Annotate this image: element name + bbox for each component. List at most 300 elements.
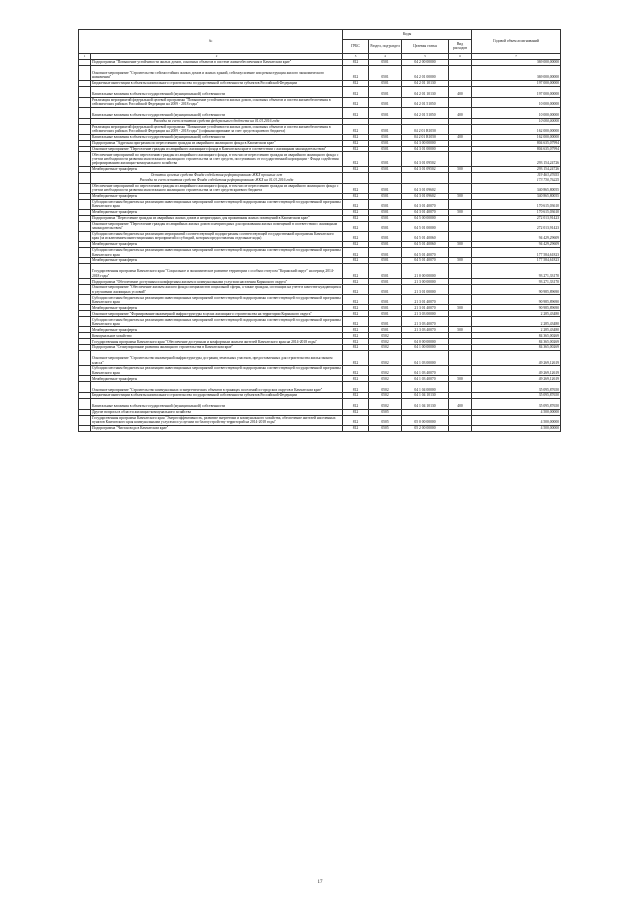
item-name-text: Межбюджетные трансферты: [92, 242, 138, 247]
column-number: 5: [402, 54, 449, 60]
section-cell: 0501: [369, 199, 402, 209]
grbs-cell: 812: [343, 339, 369, 345]
expense-type-cell: [449, 317, 472, 327]
amount-cell: 197 000,00000: [472, 86, 561, 97]
table-row: [79, 247, 561, 257]
section-cell: 0502: [369, 366, 402, 376]
table-row: [79, 351, 561, 366]
amount-cell: 49 269,12619: [472, 376, 561, 382]
expense-type-cell: [449, 199, 472, 209]
item-name-text: Субсидии местным бюджетам на реализацию инвестиционных мероприятий соответствующей подпрограммы соответствующей государственной программы Камчатского края: [92, 366, 341, 375]
expense-type-cell: 500: [449, 242, 472, 248]
row-number-cell: [79, 295, 91, 305]
target-cell: 04 5 01 40070: [402, 247, 449, 257]
note-text: Остатки целевых средств Фонда содействия реформированию ЖКХ прошлых лет: [91, 172, 343, 177]
amount-cell: 94 429,29609: [472, 242, 561, 248]
section-cell: 0501: [369, 317, 402, 327]
expense-type-cell: 400: [449, 86, 472, 97]
expense-type-cell: [449, 221, 472, 231]
item-name-text: Основное мероприятие "Переселение граждан из аварийных жилых домов и непригодных для проживания жилых помещений в соответствии с жилищным законодательством": [92, 221, 338, 231]
grbs-cell: 812: [343, 409, 369, 415]
item-name-text: Другие вопросы в области жилищно-коммунального хозяйства: [92, 410, 191, 415]
row-number-cell: [79, 366, 91, 376]
expense-type-cell: [449, 183, 472, 193]
amount-cell: 293 154,24726: [472, 152, 561, 166]
target-cell: 21 3 01 40070: [402, 295, 449, 305]
amount-cell: 94 429,29609: [472, 231, 561, 241]
item-name: [91, 399, 343, 410]
row-number-cell: [79, 97, 91, 107]
row-number-cell: [79, 107, 91, 118]
budget-document: [78, 29, 560, 432]
amount-cell: 170 615,03610: [472, 199, 561, 209]
expense-type-cell: 500: [449, 166, 472, 172]
grbs-cell: 812: [343, 327, 369, 333]
expense-type-cell: [449, 152, 472, 166]
expense-type-cell: 500: [449, 258, 472, 264]
amount-cell: 49 269,12619: [472, 351, 561, 366]
grbs-cell: 812: [343, 80, 369, 86]
section-cell: 0501: [369, 242, 402, 248]
item-name: [91, 311, 343, 317]
item-name: [91, 247, 343, 257]
item-name: [91, 295, 343, 305]
grbs-cell: 812: [343, 215, 369, 221]
row-number-cell: [79, 199, 91, 209]
grbs-cell: 812: [343, 258, 369, 264]
section-cell: 0501: [369, 107, 402, 118]
expense-type-cell: [449, 231, 472, 241]
amount-cell: 90 985,89690: [472, 295, 561, 305]
grbs-cell: 812: [343, 231, 369, 241]
target-cell: 04 2 01 10130: [402, 80, 449, 86]
grbs-cell: 812: [343, 124, 369, 134]
item-name: [91, 107, 343, 118]
item-name-text: Капитальные вложения в объекты государственной (муниципальной) собственности: [92, 113, 226, 118]
item-name-text: Реализация мероприятий федеральной целевой программы "Повышение устойчивости жилых домов, основных объектов и систем жизнеобеспечения в сейсмических районах Российской Федерации на 2009 - 2018 годы" (софинансирование за счет средств краевого бюджета): [92, 124, 331, 134]
expense-type-cell: [449, 295, 472, 305]
expense-type-cell: [449, 415, 472, 425]
section-cell: 0501: [369, 279, 402, 285]
item-name: [91, 285, 343, 295]
grbs-cell: 812: [343, 242, 369, 248]
amount-cell: 84 365,00269: [472, 339, 561, 345]
item-name: [91, 264, 343, 279]
grbs-cell: 812: [343, 146, 369, 152]
table-row: [79, 317, 561, 327]
item-name-text: Реализация мероприятий федеральной целевой программы "Повышение устойчивости жилых домов, основных объектов и систем жизнеобеспечения в сейсмических районах Российской Федерации на 2009 - 2018 годы": [92, 97, 331, 107]
grbs-cell: 812: [343, 134, 369, 140]
expense-type-cell: [449, 65, 472, 80]
grbs-cell: 812: [343, 351, 369, 366]
target-cell: 04 1 04 10130: [402, 393, 449, 399]
section-cell: 0501: [369, 231, 402, 241]
section-cell: 0501: [369, 97, 402, 107]
column-number: 4: [369, 54, 402, 60]
target-cell: 04 5 01 40060: [402, 242, 449, 248]
expense-type-cell: [449, 426, 472, 432]
row-number-cell: [79, 351, 91, 366]
section-cell: 0501: [369, 152, 402, 166]
item-name-text: Государственная программа Камчатского края "Социальное и экономическое развитие территории с особым статусом "Корякский округ" на период 2014-2018 годы": [92, 269, 334, 278]
row-number-cell: [79, 86, 91, 97]
grbs-cell: 812: [343, 345, 369, 351]
item-name: [91, 339, 343, 345]
grbs-cell: 812: [343, 399, 369, 410]
table-row: [79, 199, 561, 209]
table-row: [79, 264, 561, 279]
grbs-cell: 812: [343, 199, 369, 209]
amount-cell: 162 000,00000: [472, 124, 561, 134]
item-name: [91, 65, 343, 80]
table-row: [79, 97, 561, 107]
amount-cell: 4 500,00000: [472, 426, 561, 432]
item-name-text: Бюджетные инвестиции в объекты капитального строительства государственной собственности субъектов Российской Федерации: [92, 81, 297, 86]
amount-cell: 2 285,43480: [472, 311, 561, 317]
target-cell: 04 2 01 R1050: [402, 124, 449, 134]
table-body: [79, 59, 561, 431]
expense-type-cell: 500: [449, 305, 472, 311]
amount-cell: 49 269,12619: [472, 366, 561, 376]
item-name-text: Субсидии местным бюджетам на реализацию мероприятий соответствующей подпрограммы соответствующей государственной программы Камчатского края (за исключением инвестиционных мероприятий и субсидий, которым предоставлены отдельные коды): [92, 232, 334, 241]
item-name-text: Бюджетные инвестиции в объекты капитального строительства государственной собственности субъектов Российской Федерации: [92, 393, 297, 398]
amount-cell: 804 635,07994: [472, 146, 561, 152]
target-cell: 04 3 01 09502: [402, 166, 449, 172]
section-cell: 0505: [369, 409, 402, 415]
section-cell: 0502: [369, 345, 402, 351]
item-name-text: Капитальные вложения в объекты государственной (муниципальной) собственности: [92, 404, 226, 409]
codes-header: Коды: [343, 30, 472, 40]
table-row: [79, 382, 561, 393]
amount-cell: 340 865,80055: [472, 183, 561, 193]
grbs-cell: 812: [343, 317, 369, 327]
target-cell: 04 2 01 00000: [402, 65, 449, 80]
table-row: [79, 221, 561, 231]
expense-type-cell: [449, 264, 472, 279]
amount-cell: 293 154,24726: [472, 166, 561, 172]
section-cell: 0501: [369, 146, 402, 152]
target-cell: 04 2 01 10130: [402, 86, 449, 97]
item-name-text: Основное мероприятие "Строительство сейсмостойких жилых домов и жилых зданий, сейсмоусиление или реконструкция жилого экономического назначения": [92, 70, 325, 80]
column-number: 7: [472, 54, 561, 60]
column-number: 1: [79, 54, 91, 60]
grbs-cell: 812: [343, 193, 369, 199]
number-header: №: [79, 30, 343, 54]
section-cell: 0501: [369, 221, 402, 231]
section-cell: 0501: [369, 134, 402, 140]
item-name: [91, 426, 343, 432]
grbs-cell: 812: [343, 65, 369, 80]
target-cell: 04 2 01 51050: [402, 97, 449, 107]
item-name: [91, 86, 343, 97]
item-name-text: Основное мероприятие "Обеспечение жильем жилого фонда специалистов социальной сферы, а также граждан, состоящих на учете в качестве нуждающихся в улучшении жилищных условий": [92, 285, 341, 294]
section-cell: 0502: [369, 393, 402, 399]
amount-cell: 4 500,00000: [472, 409, 561, 415]
grbs-cell: 812: [343, 166, 369, 172]
row-number-cell: [79, 382, 91, 393]
target-cell: 04 5 01 40070: [402, 258, 449, 264]
section-cell: 0502: [369, 333, 402, 339]
amount-cell: 272 013,91423: [472, 215, 561, 221]
amount-cell: 35 095,87650: [472, 393, 561, 399]
amount-cell: 804 635,07994: [472, 140, 561, 146]
section-cell: 0501: [369, 295, 402, 305]
item-name-text: Подпрограмма "Адресная программа по переселению граждан из аварийного жилищного фонда в Камчатском крае": [92, 140, 276, 145]
grbs-cell: 812: [343, 86, 369, 97]
table-row: [79, 415, 561, 425]
expense-type-cell: [449, 351, 472, 366]
item-name-text: Подпрограмма "Переселение граждан из аварийных жилых домов и непригодных для проживания жилых помещений в Камчатском крае": [92, 216, 310, 221]
item-name: [91, 415, 343, 425]
amount-cell: 90 985,89690: [472, 305, 561, 311]
item-name-text: Межбюджетные трансферты: [92, 305, 138, 310]
target-cell: 04 2 00 00000: [402, 59, 449, 65]
expense-type-cell: 400: [449, 107, 472, 118]
expense-type-cell: 500: [449, 327, 472, 333]
row-number-cell: [79, 426, 91, 432]
expense-type-cell: [449, 247, 472, 257]
section-cell: 0501: [369, 86, 402, 97]
target-cell: 21 0 00 00000: [402, 264, 449, 279]
item-name-text: Субсидии местным бюджетам на реализацию инвестиционных мероприятий соответствующей подпрограммы соответствующей государственной программы Камчатского края: [92, 317, 341, 326]
grbs-cell: 812: [343, 97, 369, 107]
expense-type-cell: 500: [449, 376, 472, 382]
item-name-text: Основное мероприятие "Переселение граждан из аварийного жилищного фонда в Камчатском крае в соответствии с жилищным законодательством": [92, 146, 327, 151]
item-name: [91, 221, 343, 231]
target-cell: 21 3 03 00000: [402, 311, 449, 317]
section-cell: 0501: [369, 264, 402, 279]
item-name-text: Государственная программа Камчатского края "Обеспечение доступным и комфортным жильем жителей Камчатского края на 2014-2018 годы": [92, 339, 318, 344]
amount-cell: 2 285,43480: [472, 317, 561, 327]
note-text: Расходы за счет остатков средств федерального бюджета на 01.01.2016 года: [91, 118, 343, 124]
expense-type-cell: [449, 366, 472, 376]
grbs-header: ГРБС: [343, 39, 369, 54]
grbs-cell: 812: [343, 59, 369, 65]
section-cell: 0502: [369, 339, 402, 345]
section-cell: 0501: [369, 80, 402, 86]
item-name: [91, 231, 343, 241]
expense-type-cell: [449, 97, 472, 107]
target-cell: 04 3 01 09602: [402, 193, 449, 199]
grbs-cell: 812: [343, 183, 369, 193]
item-name-text: Обеспечение мероприятий по переселению граждан из аварийного жилищного фонда, в том числе переселению граждан из аварийного жилищного фонда с учетом необходимости развития малоэтажного жилищного строительства за счет средств, поступивших от государственной корпорации - Фонда содействия реформированию жилищно-коммунального хозяйства: [92, 152, 339, 166]
table-header-row: [79, 30, 561, 40]
amount-cell: 272 013,91423: [472, 221, 561, 231]
item-name-text: Коммунальное хозяйство: [92, 333, 132, 338]
item-name: [91, 215, 343, 221]
item-name-text: Основное мероприятие "Строительство коммунальных и энергетических объектов в границах поселений и городских округов в Камчатском крае": [92, 387, 323, 392]
section-cell: 0501: [369, 193, 402, 199]
target-header: Целевая статья: [402, 39, 449, 54]
annual-header: Годовой объем ассигнований: [472, 30, 561, 54]
target-cell: 21 3 03 40070: [402, 327, 449, 333]
section-cell: 0501: [369, 305, 402, 311]
amount-cell: 119 463,47655: [472, 172, 561, 177]
amount-cell: 4 500,00000: [472, 415, 561, 425]
table-row: [79, 285, 561, 295]
item-name-text: Межбюджетные трансферты: [92, 327, 138, 332]
target-cell: 21 3 00 00000: [402, 279, 449, 285]
table-row: [79, 366, 561, 376]
target-cell: 04 1 03 40070: [402, 366, 449, 376]
row-number-cell: [79, 247, 91, 257]
grbs-cell: 812: [343, 247, 369, 257]
target-cell: 04 1 03 40070: [402, 376, 449, 382]
row-number-cell: [79, 221, 91, 231]
section-cell: 0505: [369, 415, 402, 425]
section-cell: 0501: [369, 124, 402, 134]
grbs-cell: 812: [343, 285, 369, 295]
grbs-cell: 812: [343, 305, 369, 311]
target-cell: 04 2 01 R1050: [402, 134, 449, 140]
target-cell: 04 3 01 40070: [402, 209, 449, 215]
section-header: Раздел, под-раздел: [369, 39, 402, 54]
target-cell: 04 5 01 00000: [402, 221, 449, 231]
expense-type-cell: [449, 285, 472, 295]
amount-cell: 10 000,00000: [472, 107, 561, 118]
amount-cell: 369 000,00000: [472, 65, 561, 80]
row-number-cell: [79, 264, 91, 279]
amount-cell: 170 615,03610: [472, 209, 561, 215]
target-cell: 04 1 00 00000: [402, 345, 449, 351]
table-row: [79, 426, 561, 432]
item-name: [91, 351, 343, 366]
column-number: 3: [343, 54, 369, 60]
row-number-cell: [79, 399, 91, 410]
item-name-text: Подпрограмма "Чистая вода в Камчатском крае": [92, 426, 169, 431]
amount-cell: 90 985,89690: [472, 285, 561, 295]
row-number-cell: [79, 317, 91, 327]
target-cell: 04 3 01 09502: [402, 152, 449, 166]
item-name-text: Подпрограмма "Обеспечение доступным и комфортным жильем и коммунальными услугами населения Корякского округа": [92, 279, 288, 284]
note-text: Расходы за счет остатков средств Фонда содействия реформированию ЖКХ на 01.01.2016 года: [91, 178, 343, 183]
amount-cell: 10 000,00000: [472, 118, 561, 124]
amount-cell: 177 584,61823: [472, 247, 561, 257]
expense-type-cell: [449, 124, 472, 134]
section-cell: 0501: [369, 311, 402, 317]
row-number-cell: [79, 415, 91, 425]
amount-cell: 173 730,76225: [472, 178, 561, 183]
target-cell: 05 0 00 00000: [402, 415, 449, 425]
item-name-text: Субсидии местным бюджетам на реализацию инвестиционных мероприятий соответствующей подпрограммы соответствующей государственной программы Камчатского края: [92, 248, 341, 257]
item-name: [91, 97, 343, 107]
item-name-text: Капитальные вложения в объекты государственной (муниципальной) собственности: [92, 92, 226, 97]
amount-cell: 93 271,33170: [472, 279, 561, 285]
item-name-text: Межбюджетные трансферты: [92, 376, 138, 381]
item-name-text: Межбюджетные трансферты: [92, 167, 138, 172]
grbs-cell: 812: [343, 393, 369, 399]
item-name-text: Основное мероприятие "Строительство инженерной инфраструктуры до границ земельных участков, предоставленных для строительства жилья эконом класса": [92, 356, 333, 365]
amount-cell: 84 365,00269: [472, 345, 561, 351]
row-number-cell: [79, 183, 91, 193]
target-cell: 05 2 00 00000: [402, 426, 449, 432]
amount-cell: 35 095,87650: [472, 382, 561, 393]
amount-cell: 177 584,61823: [472, 258, 561, 264]
item-name-text: Обеспечение мероприятий по переселению граждан из аварийного жилищного фонда, в том числе переселению граждан из аварийного жилищного фонда с учетом необходимости развития малоэтажного жилищного строительства за счет средств краевого бюджета: [92, 183, 339, 193]
item-name: [91, 146, 343, 152]
item-name: [91, 366, 343, 376]
grbs-cell: 812: [343, 140, 369, 146]
target-cell: 21 3 03 40070: [402, 317, 449, 327]
item-name-text: Основное мероприятие "Формирование инженерной инфраструктуры в целях жилищного строительства на территории Корякского округа": [92, 311, 312, 316]
grbs-cell: 812: [343, 295, 369, 305]
item-name: [91, 382, 343, 393]
target-cell: 04 3 01 40070: [402, 199, 449, 209]
section-cell: 0501: [369, 327, 402, 333]
column-number: 6: [449, 54, 472, 60]
table-row: [79, 231, 561, 241]
amount-cell: 35 095,87650: [472, 399, 561, 410]
grbs-cell: 812: [343, 209, 369, 215]
expense-type-cell: 400: [449, 134, 472, 140]
section-cell: 0502: [369, 382, 402, 393]
section-cell: 0505: [369, 426, 402, 432]
expense-type-header: Вид расходов: [449, 39, 472, 54]
target-cell: 04 1 04 10130: [402, 399, 449, 410]
table-row: [79, 295, 561, 305]
amount-cell: 93 271,33170: [472, 264, 561, 279]
target-cell: 04 1 04 00000: [402, 382, 449, 393]
section-cell: 0501: [369, 166, 402, 172]
amount-cell: 2 285,43480: [472, 327, 561, 333]
grbs-cell: 812: [343, 152, 369, 166]
target-cell: 04 1 03 00000: [402, 351, 449, 366]
target-cell: 04 3 01 09602: [402, 183, 449, 193]
section-cell: 0502: [369, 351, 402, 366]
section-cell: 0501: [369, 215, 402, 221]
table-row: [79, 86, 561, 97]
expense-type-cell: 500: [449, 209, 472, 215]
amount-cell: 197 000,00000: [472, 80, 561, 86]
grbs-cell: 812: [343, 366, 369, 376]
item-name: [91, 124, 343, 134]
grbs-cell: 812: [343, 426, 369, 432]
grbs-cell: 812: [343, 333, 369, 339]
grbs-cell: 812: [343, 264, 369, 279]
target-cell: 04 5 00 00000: [402, 215, 449, 221]
grbs-cell: 812: [343, 279, 369, 285]
grbs-cell: 812: [343, 382, 369, 393]
table-row: [79, 107, 561, 118]
item-name-text: Капитальные вложения в объекты государственной (муниципальной) собственности: [92, 135, 226, 140]
section-cell: 0501: [369, 247, 402, 257]
page-number: 17: [317, 880, 323, 885]
expense-type-cell: 500: [449, 193, 472, 199]
target-cell: 04 0 00 00000: [402, 339, 449, 345]
row-number-cell: [79, 124, 91, 134]
section-cell: 0501: [369, 59, 402, 65]
table-row: [79, 65, 561, 80]
grbs-cell: 812: [343, 107, 369, 118]
item-name-text: Межбюджетные трансферты: [92, 258, 138, 263]
row-number-cell: [79, 285, 91, 295]
item-name-text: Государственная программа Камчатского края "Энергоэффективность, развитие энергетики и коммунального хозяйства, обеспечение жителей населенных пунктов Камчатского края коммунальными услугами и услугами по благоустройству территорий на 2014-2018 годы": [92, 416, 336, 425]
budget-table: [78, 29, 561, 432]
row-number-cell: [79, 152, 91, 166]
amount-cell: 369 000,00000: [472, 59, 561, 65]
amount-cell: 10 000,00000: [472, 97, 561, 107]
item-name: [91, 317, 343, 327]
row-number-cell: [79, 231, 91, 241]
target-cell: 21 3 01 40070: [402, 305, 449, 311]
section-cell: 0502: [369, 399, 402, 410]
item-name-text: Субсидии местным бюджетам на реализацию инвестиционных мероприятий соответствующей подпрограммы соответствующей государственной программы Камчатского края: [92, 295, 341, 304]
target-cell: 04 3 01 00000: [402, 146, 449, 152]
section-cell: 0501: [369, 209, 402, 215]
expense-type-cell: [449, 382, 472, 393]
grbs-cell: 812: [343, 311, 369, 317]
item-name-text: Подпрограмма "Стимулирование развития жилищного строительства в Камчатском крае": [92, 345, 234, 350]
